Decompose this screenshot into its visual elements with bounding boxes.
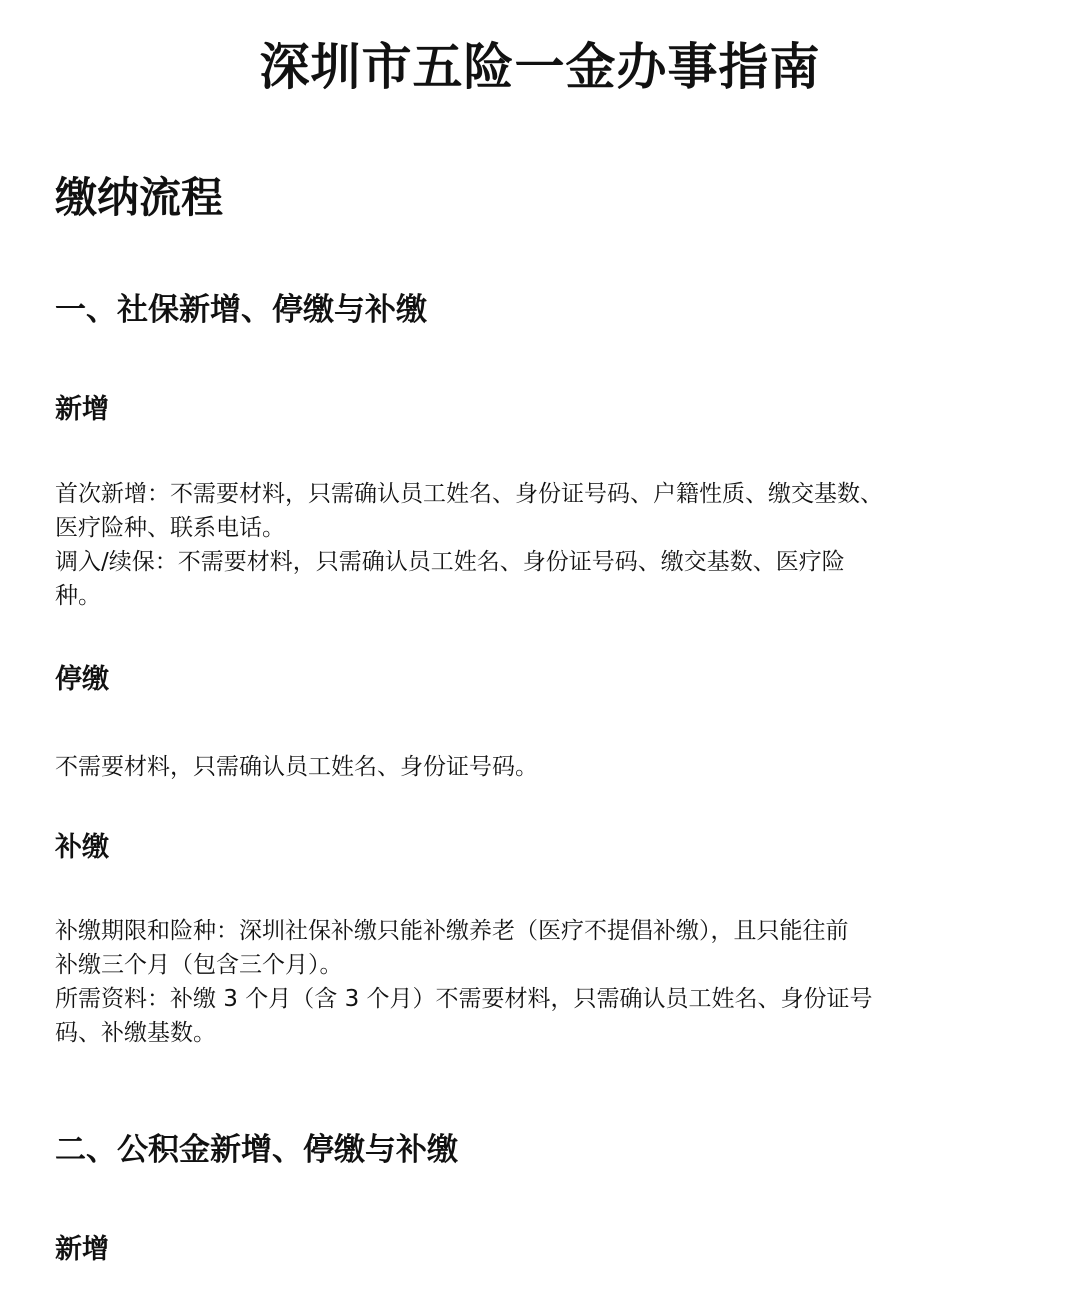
section-heading-payment-process: 缴纳流程 xyxy=(55,173,224,222)
part2-heading: 二、公积金新增、停缴与补缴 xyxy=(55,1132,458,1168)
text-line: 医疗险种、联系电话。 xyxy=(55,515,285,541)
text-line: 补缴期限和险种：深圳社保补缴只能补缴养老（医疗不提倡补缴），且只能往前 xyxy=(55,918,849,944)
text-line: 调入/续保：不需要材料，只需确认员工姓名、身份证号码、缴交基数、医疗险 xyxy=(55,549,845,575)
part1-stop-paragraph xyxy=(55,750,985,784)
part1-heading: 一、社保新增、停缴与补缴 xyxy=(55,292,427,328)
text-line: 所需资料：补缴 3 个月（含 3 个月）不需要材料，只需确认员工姓名、身份证号 xyxy=(55,986,873,1012)
text-line: 首次新增：不需要材料，只需确认员工姓名、身份证号码、户籍性质、缴交基数、 xyxy=(55,481,883,507)
text-line: 补缴三个月（包含三个月）。 xyxy=(55,952,343,978)
part1-new-paragraph xyxy=(55,477,985,613)
document-title: 深圳市五险一金办事指南 xyxy=(259,37,821,96)
part1-supplement-heading: 补缴 xyxy=(55,832,109,863)
part1-supplement-paragraph xyxy=(55,914,985,1050)
part1-new-heading: 新增 xyxy=(55,394,109,425)
part2-new-heading: 新增 xyxy=(55,1234,109,1265)
part1-stop-heading: 停缴 xyxy=(55,664,109,695)
text-line: 码、补缴基数。 xyxy=(55,1020,216,1046)
text-line: 种。 xyxy=(55,583,101,609)
text-line: 不需要材料，只需确认员工姓名、身份证号码。 xyxy=(55,754,538,780)
